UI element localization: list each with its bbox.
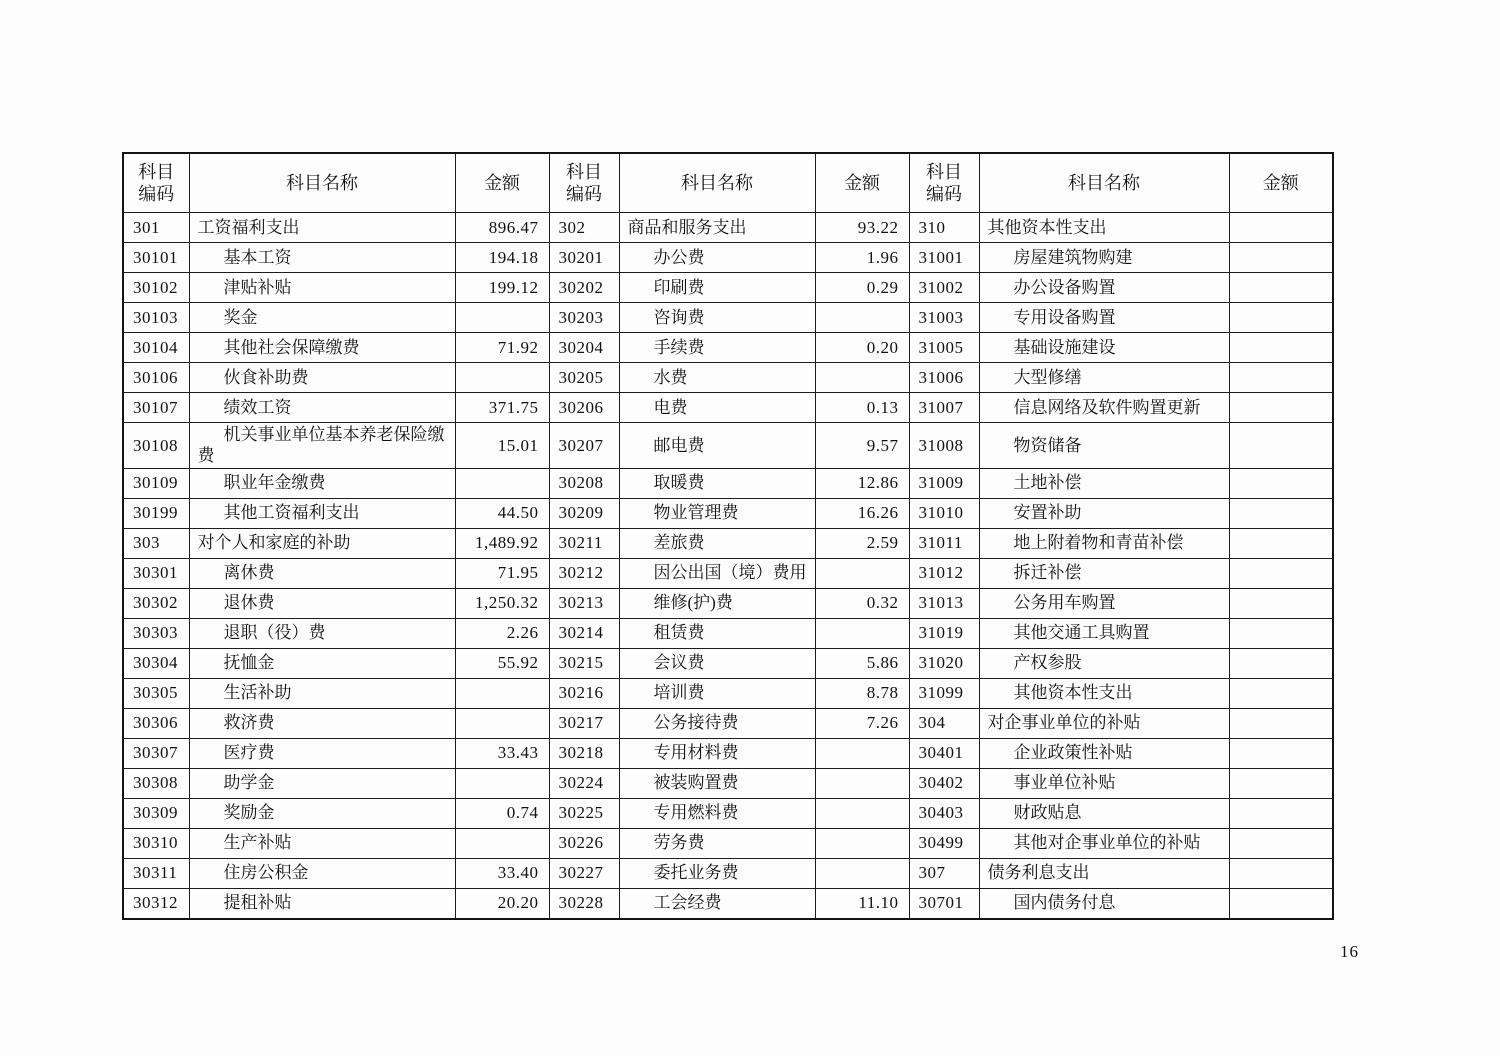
cell-subject-code: 30101 xyxy=(123,243,189,273)
cell-subject-code: 31099 xyxy=(909,678,979,708)
cell-subject-name: 医疗费 xyxy=(189,738,455,768)
cell-subject-code: 30212 xyxy=(549,558,619,588)
cell-subject-code: 30225 xyxy=(549,798,619,828)
cell-subject-code: 31009 xyxy=(909,468,979,498)
header-code xyxy=(123,153,189,213)
cell-amount: 11.10 xyxy=(815,888,909,919)
cell-subject-name: 退休费 xyxy=(189,588,455,618)
cell-subject-name: 公务接待费 xyxy=(619,708,815,738)
cell-amount: 0.74 xyxy=(455,798,549,828)
cell-subject-name: 伙食补助费 xyxy=(189,363,455,393)
table-row xyxy=(123,738,1333,768)
cell-subject-code: 30209 xyxy=(549,498,619,528)
cell-amount: 7.26 xyxy=(815,708,909,738)
cell-subject-name: 商品和服务支出 xyxy=(619,213,815,243)
table-row xyxy=(123,648,1333,678)
header-code-line1: 科目 xyxy=(926,161,962,182)
cell-amount: 71.95 xyxy=(455,558,549,588)
cell-subject-code: 30199 xyxy=(123,498,189,528)
cell-subject-name: 咨询费 xyxy=(619,303,815,333)
cell-subject-code: 30309 xyxy=(123,798,189,828)
cell-amount: 0.20 xyxy=(815,333,909,363)
cell-subject-code: 30109 xyxy=(123,468,189,498)
cell-subject-code: 30202 xyxy=(549,273,619,303)
header-code-line2: 编码 xyxy=(926,184,962,204)
cell-subject-code: 30301 xyxy=(123,558,189,588)
cell-amount xyxy=(815,768,909,798)
cell-subject-name: 提租补贴 xyxy=(189,888,455,919)
cell-amount xyxy=(815,618,909,648)
cell-subject-name: 被装购置费 xyxy=(619,768,815,798)
cell-amount: 199.12 xyxy=(455,273,549,303)
cell-subject-code: 30224 xyxy=(549,768,619,798)
cell-amount: 896.47 xyxy=(455,213,549,243)
cell-subject-code: 30201 xyxy=(549,243,619,273)
cell-amount: 9.57 xyxy=(815,423,909,469)
header-code xyxy=(909,153,979,213)
cell-subject-name: 因公出国（境）费用 xyxy=(619,558,815,588)
cell-subject-name: 抚恤金 xyxy=(189,648,455,678)
cell-subject-code: 30205 xyxy=(549,363,619,393)
cell-subject-name: 信息网络及软件购置更新 xyxy=(979,393,1229,423)
cell-subject-name: 专用设备购置 xyxy=(979,303,1229,333)
cell-amount: 12.86 xyxy=(815,468,909,498)
cell-amount xyxy=(455,708,549,738)
cell-subject-name: 基础设施建设 xyxy=(979,333,1229,363)
cell-subject-name: 奖励金 xyxy=(189,798,455,828)
cell-amount xyxy=(1229,528,1333,558)
cell-amount: 93.22 xyxy=(815,213,909,243)
cell-amount: 0.29 xyxy=(815,273,909,303)
cell-amount xyxy=(1229,708,1333,738)
cell-amount xyxy=(1229,423,1333,469)
cell-subject-name: 对企事业单位的补贴 xyxy=(979,708,1229,738)
cell-amount xyxy=(815,828,909,858)
cell-amount: 5.86 xyxy=(815,648,909,678)
cell-subject-name: 委托业务费 xyxy=(619,858,815,888)
cell-subject-code: 310 xyxy=(909,213,979,243)
cell-amount: 1.96 xyxy=(815,243,909,273)
cell-amount xyxy=(1229,558,1333,588)
cell-amount: 371.75 xyxy=(455,393,549,423)
cell-amount xyxy=(1229,858,1333,888)
cell-amount xyxy=(815,303,909,333)
cell-subject-code: 30208 xyxy=(549,468,619,498)
cell-subject-code: 304 xyxy=(909,708,979,738)
cell-subject-code: 30310 xyxy=(123,828,189,858)
table-row xyxy=(123,858,1333,888)
table-row xyxy=(123,798,1333,828)
cell-subject-name: 地上附着物和青苗补偿 xyxy=(979,528,1229,558)
cell-subject-code: 30312 xyxy=(123,888,189,919)
cell-subject-code: 31010 xyxy=(909,498,979,528)
header-code-line1: 科目 xyxy=(138,161,175,182)
table-row xyxy=(123,273,1333,303)
cell-amount: 71.92 xyxy=(455,333,549,363)
table-row xyxy=(123,303,1333,333)
cell-amount: 194.18 xyxy=(455,243,549,273)
table-row xyxy=(123,393,1333,423)
table-header xyxy=(123,153,1333,213)
cell-amount xyxy=(1229,618,1333,648)
cell-subject-name: 维修(护)费 xyxy=(619,588,815,618)
cell-amount xyxy=(455,828,549,858)
cell-subject-name: 其他工资福利支出 xyxy=(189,498,455,528)
cell-subject-name: 离休费 xyxy=(189,558,455,588)
header-amount: 金额 xyxy=(1229,153,1333,213)
cell-subject-code: 301 xyxy=(123,213,189,243)
cell-subject-code: 30303 xyxy=(123,618,189,648)
cell-subject-code: 30403 xyxy=(909,798,979,828)
cell-amount xyxy=(815,798,909,828)
cell-amount xyxy=(455,678,549,708)
cell-subject-name: 其他资本性支出 xyxy=(979,213,1229,243)
header-row xyxy=(123,153,1333,213)
cell-subject-code: 31019 xyxy=(909,618,979,648)
cell-subject-name: 取暖费 xyxy=(619,468,815,498)
cell-subject-code: 30227 xyxy=(549,858,619,888)
table-row xyxy=(123,678,1333,708)
header-name: 科目名称 xyxy=(979,153,1229,213)
cell-subject-name: 拆迁补偿 xyxy=(979,558,1229,588)
cell-amount: 0.32 xyxy=(815,588,909,618)
cell-amount: 55.92 xyxy=(455,648,549,678)
cell-subject-name: 租赁费 xyxy=(619,618,815,648)
cell-subject-name: 生活补助 xyxy=(189,678,455,708)
cell-subject-name: 生产补贴 xyxy=(189,828,455,858)
header-name: 科目名称 xyxy=(619,153,815,213)
cell-subject-name: 助学金 xyxy=(189,768,455,798)
cell-subject-code: 30401 xyxy=(909,738,979,768)
cell-subject-name: 其他资本性支出 xyxy=(979,678,1229,708)
cell-subject-code: 30305 xyxy=(123,678,189,708)
cell-amount: 2.59 xyxy=(815,528,909,558)
cell-subject-code: 30307 xyxy=(123,738,189,768)
cell-subject-code: 31003 xyxy=(909,303,979,333)
cell-amount xyxy=(1229,498,1333,528)
cell-amount xyxy=(1229,588,1333,618)
cell-subject-code: 30206 xyxy=(549,393,619,423)
cell-subject-code: 30402 xyxy=(909,768,979,798)
cell-subject-name: 退职（役）费 xyxy=(189,618,455,648)
cell-subject-name: 邮电费 xyxy=(619,423,815,469)
table-row xyxy=(123,558,1333,588)
cell-amount xyxy=(1229,768,1333,798)
cell-amount xyxy=(1229,828,1333,858)
cell-subject-code: 30226 xyxy=(549,828,619,858)
header-name: 科目名称 xyxy=(189,153,455,213)
cell-amount xyxy=(1229,273,1333,303)
cell-subject-name: 物资储备 xyxy=(979,423,1229,469)
cell-subject-name: 对个人和家庭的补助 xyxy=(189,528,455,558)
cell-amount: 0.13 xyxy=(815,393,909,423)
cell-subject-code: 31002 xyxy=(909,273,979,303)
cell-subject-name: 住房公积金 xyxy=(189,858,455,888)
cell-subject-code: 30304 xyxy=(123,648,189,678)
table-row xyxy=(123,588,1333,618)
cell-amount xyxy=(1229,363,1333,393)
cell-subject-name: 国内债务付息 xyxy=(979,888,1229,919)
cell-subject-code: 30216 xyxy=(549,678,619,708)
cell-subject-code: 30108 xyxy=(123,423,189,469)
cell-subject-code: 30213 xyxy=(549,588,619,618)
cell-amount: 2.26 xyxy=(455,618,549,648)
cell-subject-name: 手续费 xyxy=(619,333,815,363)
cell-amount xyxy=(1229,738,1333,768)
cell-amount: 1,489.92 xyxy=(455,528,549,558)
cell-subject-name: 差旅费 xyxy=(619,528,815,558)
cell-amount xyxy=(1229,303,1333,333)
cell-subject-code: 302 xyxy=(549,213,619,243)
cell-subject-name: 其他社会保障缴费 xyxy=(189,333,455,363)
header-code-line2: 编码 xyxy=(138,184,175,204)
cell-subject-code: 30499 xyxy=(909,828,979,858)
cell-amount xyxy=(1229,333,1333,363)
cell-amount xyxy=(815,363,909,393)
table-row xyxy=(123,618,1333,648)
cell-subject-code: 307 xyxy=(909,858,979,888)
cell-subject-name: 公务用车购置 xyxy=(979,588,1229,618)
cell-subject-name: 大型修缮 xyxy=(979,363,1229,393)
cell-subject-code: 30207 xyxy=(549,423,619,469)
cell-amount: 15.01 xyxy=(455,423,549,469)
cell-subject-name: 印刷费 xyxy=(619,273,815,303)
cell-amount: 16.26 xyxy=(815,498,909,528)
cell-subject-name: 电费 xyxy=(619,393,815,423)
cell-subject-code: 30308 xyxy=(123,768,189,798)
cell-subject-name: 津贴补贴 xyxy=(189,273,455,303)
cell-subject-name: 安置补助 xyxy=(979,498,1229,528)
cell-subject-name: 工资福利支出 xyxy=(189,213,455,243)
table-row xyxy=(123,333,1333,363)
cell-subject-name: 产权参股 xyxy=(979,648,1229,678)
cell-subject-code: 31006 xyxy=(909,363,979,393)
cell-subject-code: 30217 xyxy=(549,708,619,738)
cell-subject-name: 企业政策性补贴 xyxy=(979,738,1229,768)
cell-subject-name: 水费 xyxy=(619,363,815,393)
cell-amount xyxy=(1229,888,1333,919)
cell-subject-name: 办公费 xyxy=(619,243,815,273)
cell-subject-code: 31011 xyxy=(909,528,979,558)
cell-subject-code: 30215 xyxy=(549,648,619,678)
cell-subject-code: 30106 xyxy=(123,363,189,393)
cell-subject-name: 劳务费 xyxy=(619,828,815,858)
cell-subject-code: 303 xyxy=(123,528,189,558)
cell-amount xyxy=(1229,243,1333,273)
cell-subject-name: 培训费 xyxy=(619,678,815,708)
cell-amount xyxy=(455,363,549,393)
header-amount: 金额 xyxy=(455,153,549,213)
header-code xyxy=(549,153,619,213)
cell-subject-code: 31001 xyxy=(909,243,979,273)
cell-subject-code: 30103 xyxy=(123,303,189,333)
cell-subject-name: 绩效工资 xyxy=(189,393,455,423)
cell-subject-code: 30203 xyxy=(549,303,619,333)
table-row xyxy=(123,828,1333,858)
cell-amount xyxy=(455,303,549,333)
cell-amount xyxy=(455,768,549,798)
cell-amount xyxy=(1229,648,1333,678)
cell-amount xyxy=(815,558,909,588)
table-row xyxy=(123,213,1333,243)
table-row xyxy=(123,528,1333,558)
header-amount: 金额 xyxy=(815,153,909,213)
cell-subject-name: 专用燃料费 xyxy=(619,798,815,828)
cell-subject-code: 30102 xyxy=(123,273,189,303)
cell-subject-code: 30104 xyxy=(123,333,189,363)
cell-subject-code: 30228 xyxy=(549,888,619,919)
cell-amount xyxy=(1229,678,1333,708)
cell-subject-code: 30701 xyxy=(909,888,979,919)
table-row xyxy=(123,423,1333,469)
cell-subject-name: 专用材料费 xyxy=(619,738,815,768)
cell-subject-name: 职业年金缴费 xyxy=(189,468,455,498)
table-row xyxy=(123,768,1333,798)
table-row xyxy=(123,498,1333,528)
cell-subject-name: 债务利息支出 xyxy=(979,858,1229,888)
cell-subject-name: 物业管理费 xyxy=(619,498,815,528)
table-row xyxy=(123,888,1333,919)
cell-subject-name: 奖金 xyxy=(189,303,455,333)
cell-subject-code: 30204 xyxy=(549,333,619,363)
cell-amount: 8.78 xyxy=(815,678,909,708)
cell-subject-name: 财政贴息 xyxy=(979,798,1229,828)
cell-subject-name: 救济费 xyxy=(189,708,455,738)
cell-amount xyxy=(1229,393,1333,423)
cell-subject-name: 办公设备购置 xyxy=(979,273,1229,303)
table-row xyxy=(123,363,1333,393)
cell-subject-code: 30302 xyxy=(123,588,189,618)
cell-amount: 33.43 xyxy=(455,738,549,768)
cell-amount: 44.50 xyxy=(455,498,549,528)
cell-amount: 20.20 xyxy=(455,888,549,919)
page-number: 16 xyxy=(1340,942,1359,961)
budget-expense-table xyxy=(122,152,1334,920)
cell-subject-code: 30311 xyxy=(123,858,189,888)
cell-amount xyxy=(1229,213,1333,243)
cell-subject-code: 30211 xyxy=(549,528,619,558)
cell-subject-name: 事业单位补贴 xyxy=(979,768,1229,798)
cell-subject-code: 30218 xyxy=(549,738,619,768)
table-row xyxy=(123,468,1333,498)
cell-subject-code: 31020 xyxy=(909,648,979,678)
cell-subject-name: 房屋建筑物购建 xyxy=(979,243,1229,273)
cell-amount: 33.40 xyxy=(455,858,549,888)
table-body xyxy=(123,213,1333,919)
cell-subject-name: 其他对企事业单位的补贴 xyxy=(979,828,1229,858)
cell-subject-code: 31012 xyxy=(909,558,979,588)
cell-subject-name: 工会经费 xyxy=(619,888,815,919)
cell-subject-name: 其他交通工具购置 xyxy=(979,618,1229,648)
cell-amount xyxy=(815,738,909,768)
header-code-line2: 编码 xyxy=(566,184,602,204)
header-code-line1: 科目 xyxy=(566,161,602,182)
cell-subject-name: 土地补偿 xyxy=(979,468,1229,498)
cell-subject-name: 基本工资 xyxy=(189,243,455,273)
cell-subject-code: 31013 xyxy=(909,588,979,618)
cell-subject-code: 31008 xyxy=(909,423,979,469)
cell-subject-code: 31005 xyxy=(909,333,979,363)
cell-subject-code: 31007 xyxy=(909,393,979,423)
cell-amount xyxy=(455,468,549,498)
cell-amount xyxy=(1229,468,1333,498)
cell-subject-code: 30107 xyxy=(123,393,189,423)
cell-subject-code: 30306 xyxy=(123,708,189,738)
cell-subject-code: 30214 xyxy=(549,618,619,648)
cell-subject-name: 机关事业单位基本养老保险缴费 xyxy=(189,423,455,469)
cell-amount xyxy=(1229,798,1333,828)
cell-amount xyxy=(815,858,909,888)
cell-subject-name: 会议费 xyxy=(619,648,815,678)
table-row xyxy=(123,243,1333,273)
table-row xyxy=(123,708,1333,738)
cell-amount: 1,250.32 xyxy=(455,588,549,618)
